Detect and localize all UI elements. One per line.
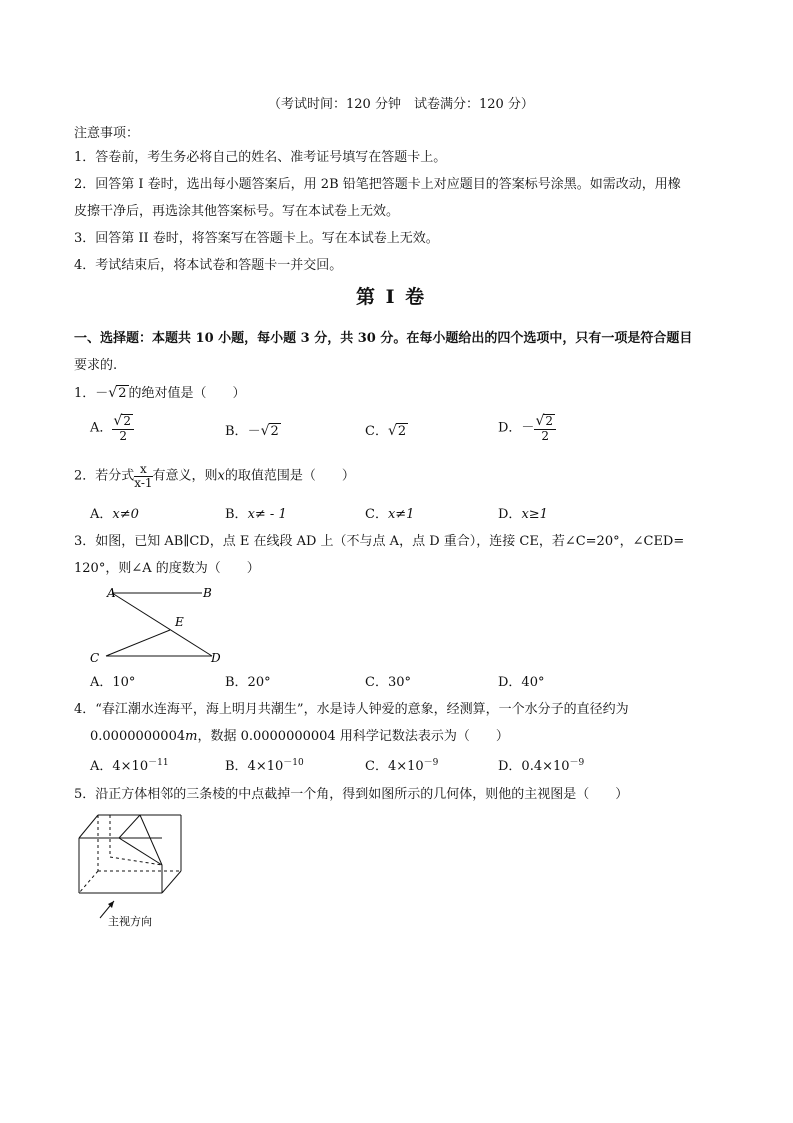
view-direction-caption: 主视方向 — [108, 915, 152, 928]
option-base: A．4×10 — [90, 759, 149, 774]
q2-option-a — [90, 507, 139, 523]
label-e: E — [175, 615, 184, 629]
q2-option-c — [365, 507, 414, 523]
q3-option-a: A．10° — [90, 675, 136, 690]
numerator: x — [134, 463, 152, 477]
question-3-stem: 3．如图，已知 AB∥CD，点 E 在线段 AD 上（不与点 A，点 D 重合），连接 CE，若∠C=20°，∠CED= — [74, 534, 685, 549]
option-label: D． — [498, 507, 522, 522]
label-c: C — [90, 651, 100, 665]
question-2-stem — [74, 463, 355, 489]
q1-option-c — [365, 423, 408, 440]
q5-cube-figure — [74, 805, 204, 940]
numerator — [534, 414, 556, 430]
exponent: －9 — [569, 758, 585, 768]
notice-heading: 注意事项： — [74, 126, 140, 141]
fraction — [534, 414, 556, 442]
notice-item-3: 3．回答第 II 卷时，将答案写在答题卡上。写在本试卷上无效。 — [74, 231, 439, 246]
option-base: D．0.4×10 — [498, 759, 570, 774]
value: 0.0000000004 — [90, 729, 186, 744]
cut-edge — [119, 815, 140, 838]
radicand: 2 — [545, 414, 553, 428]
cut-edge — [140, 815, 162, 865]
label-d: D — [211, 651, 221, 665]
exponent: －10 — [283, 758, 304, 768]
radicand: 2 — [118, 386, 127, 401]
q3-geometry-figure — [82, 582, 242, 668]
minus-sign: － — [247, 424, 261, 439]
option-text: x≠0 — [112, 507, 139, 522]
question-number: 1． — [74, 386, 96, 401]
sqrt-icon: √ — [387, 423, 397, 439]
variable: x — [217, 468, 225, 484]
denominator: 2 — [541, 428, 550, 443]
option-label: C． — [365, 424, 388, 439]
denominator: x-1 — [134, 475, 153, 490]
question-2-prefix: 2．若分式 — [74, 468, 135, 484]
question-1-text: 的绝对值是（ ） — [128, 386, 246, 401]
question-3-stem-cont: 120°，则∠A 的度数为（ ） — [74, 561, 260, 576]
q4-option-d — [498, 758, 584, 775]
notice-item-4: 4．考试结束后，将本试卷和答题卡一并交回。 — [74, 258, 343, 273]
q4-option-b — [225, 758, 304, 775]
segment-ce — [106, 630, 170, 656]
numerator — [112, 414, 134, 430]
question-1-stem — [74, 385, 246, 402]
sqrt-icon: √ — [535, 413, 545, 429]
fraction — [112, 414, 134, 442]
sqrt-icon: √ — [108, 385, 118, 401]
option-text: x≥1 — [521, 507, 548, 522]
section-1-instructions-cont: 要求的. — [74, 358, 118, 373]
radicand: 2 — [397, 424, 407, 439]
question-2-text-end: 的取值范围是（ ） — [224, 468, 355, 484]
cut-edge — [162, 815, 181, 838]
hidden-edge — [110, 857, 162, 865]
q1-option-b — [225, 423, 281, 440]
option-text: x≠1 — [387, 507, 415, 522]
q3-option-b: B．20° — [225, 675, 271, 690]
exponent: －11 — [148, 758, 169, 768]
exponent: －9 — [423, 758, 439, 768]
q4-option-c — [365, 758, 438, 775]
q3-option-d: D．40° — [498, 675, 545, 690]
notice-item-2: 2．回答第 I 卷时，选出每小题答案后，用 2B 铅笔把答题卡上对应题目的答案标号涂黑。如需改动，用橡 — [74, 177, 681, 192]
unit: m — [185, 729, 198, 744]
sqrt-icon: √ — [113, 413, 123, 429]
question-4-stem-cont — [90, 729, 509, 745]
q3-option-c: C．30° — [365, 675, 411, 690]
q1-option-d — [498, 414, 556, 442]
segment-ad — [112, 593, 212, 656]
denominator: 2 — [119, 428, 127, 443]
option-base: B．4×10 — [225, 759, 284, 774]
option-label: A． — [90, 420, 113, 436]
part-title: 第 I 卷 — [356, 286, 427, 308]
label-a: A — [107, 586, 116, 600]
radicand: 2 — [123, 414, 131, 428]
question-5-stem: 5．沿正方体相邻的三条棱的中点截掉一个角，得到如图所示的几何体，则他的主视图是（ ） — [74, 787, 629, 802]
radicand: 2 — [270, 424, 279, 439]
option-label: C． — [365, 507, 388, 522]
q1-option-a — [90, 414, 134, 442]
minus-sign: － — [95, 386, 109, 401]
question-4-stem: 4．“春江潮水连海平，海上明月共潮生”，水是诗人钟爱的意象，经测算，一个水分子的直径约为 — [74, 702, 629, 717]
option-label: B． — [225, 507, 248, 522]
section-1-instructions: 一、选择题：本题共 10 小题，每小题 3 分，共 30 分。在每小题给出的四个选项中，只有一项是符合题目 — [74, 331, 693, 346]
sqrt-icon: √ — [260, 423, 270, 439]
hidden-edge — [79, 871, 98, 893]
fraction — [134, 463, 152, 489]
option-base: C．4×10 — [365, 759, 424, 774]
option-label: B． — [225, 424, 248, 439]
notice-item-2-cont: 皮擦干净后，再选涂其他答案标号。写在本试卷上无效。 — [74, 204, 400, 219]
option-text: x≠ - 1 — [247, 507, 287, 522]
option-label: A． — [90, 507, 113, 522]
q2-option-d — [498, 507, 548, 523]
cube-edge — [162, 871, 181, 893]
label-b: B — [203, 586, 212, 600]
question-2-text: 有意义，则 — [152, 468, 218, 484]
exam-info: （考试时间：120 分钟 试卷满分：120 分） — [268, 97, 534, 112]
option-label: D．－ — [498, 420, 535, 436]
cube-edge — [79, 815, 98, 838]
question-4-text: ，数据 0.0000000004 用科学记数法表示为（ ） — [197, 729, 509, 744]
q4-option-a — [90, 758, 169, 775]
notice-item-1: 1．答卷前，考生务必将自己的姓名、准考证号填写在答题卡上。 — [74, 150, 447, 165]
q2-option-b — [225, 507, 287, 523]
